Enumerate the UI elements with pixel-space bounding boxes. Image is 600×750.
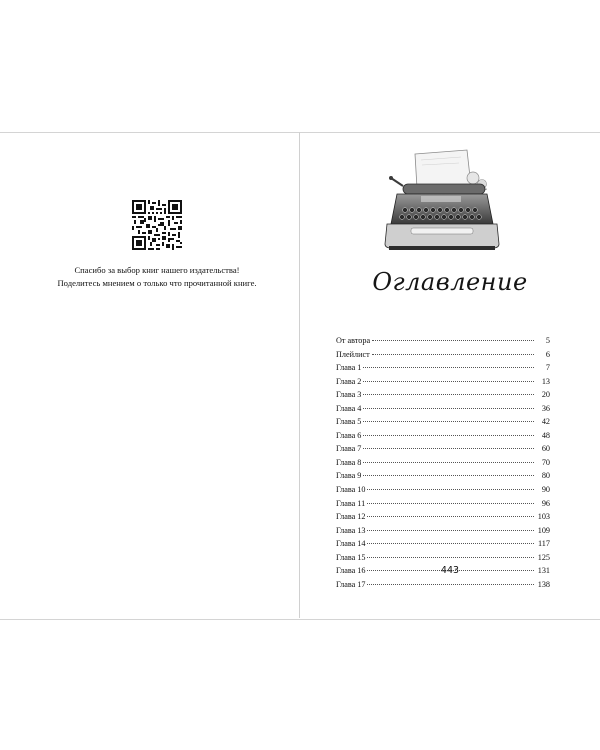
toc-entry[interactable] [336, 415, 550, 429]
toc-entry[interactable] [336, 429, 550, 443]
toc-entry-label: Глава 1 [336, 363, 362, 373]
toc-entry-label: Глава 15 [336, 552, 366, 562]
toc-entry-label: От автора [336, 336, 371, 345]
toc-entry-label: Глава 9 [336, 471, 362, 481]
toc-entry[interactable] [336, 334, 550, 348]
toc-entry-label: Глава 16 [336, 566, 366, 576]
toc-entry-page: 60 [541, 444, 550, 454]
toc-entry[interactable] [336, 524, 550, 538]
toc-entry-label: Глава 11 [336, 498, 366, 508]
toc-entry-page: 131 [537, 566, 550, 576]
leader-dots [372, 354, 534, 355]
toc-entry-label: Глава 13 [336, 525, 366, 535]
leader-dots [367, 489, 534, 490]
toc-entry-label: Глава 12 [336, 512, 366, 522]
toc-entry-page: 7 [545, 363, 550, 373]
thank-you-line: Спасибо за выбор книг нашего издательства! [74, 265, 240, 275]
page-number: 443 [440, 565, 460, 576]
leader-dots [367, 584, 534, 585]
table-of-contents [336, 334, 550, 591]
leader-dots [363, 435, 534, 436]
leader-dots [363, 367, 534, 368]
toc-entry-page: 117 [538, 539, 550, 549]
leader-dots [363, 421, 534, 422]
toc-entry[interactable] [336, 375, 550, 389]
toc-entry-page: 13 [541, 376, 550, 386]
toc-entry[interactable] [336, 456, 550, 470]
toc-entry-label: Глава 7 [336, 444, 362, 454]
leader-dots [363, 394, 534, 395]
toc-entry[interactable] [336, 537, 550, 551]
toc-entry[interactable] [336, 551, 550, 565]
leader-dots [372, 340, 534, 341]
toc-entry-page: 109 [537, 525, 550, 535]
toc-entry-page: 20 [541, 390, 550, 400]
leader-dots [363, 381, 534, 382]
page-gutter [299, 132, 300, 618]
toc-entry[interactable] [336, 402, 550, 416]
toc-entry-label: Глава 17 [336, 579, 366, 589]
leader-dots [363, 408, 534, 409]
leader-dots [367, 503, 534, 504]
toc-entry-label: Глава 6 [336, 430, 362, 440]
leader-dots [363, 462, 534, 463]
toc-entry-page: 80 [541, 471, 550, 481]
leader-dots [367, 543, 534, 544]
toc-entry-label: Глава 2 [336, 376, 362, 386]
toc-entry-page: 6 [545, 349, 550, 359]
toc-entry[interactable] [336, 361, 550, 375]
toc-entry-page: 125 [537, 552, 550, 562]
toc-entry-page: 42 [541, 417, 550, 427]
toc-entry[interactable] [336, 497, 550, 511]
toc-entry-label: Глава 14 [336, 539, 366, 549]
toc-entry[interactable] [336, 578, 550, 592]
toc-entry-page: 90 [541, 485, 550, 495]
toc-entry[interactable] [336, 510, 550, 524]
share-opinion-line: Поделитесь мнением о только что прочитанной книге. [57, 277, 257, 288]
toc-entry-label: Глава 3 [336, 390, 362, 400]
toc-entry-label: Глава 5 [336, 417, 362, 427]
toc-entry-page: 70 [541, 457, 550, 467]
toc-entry[interactable] [336, 442, 550, 456]
qr-code-icon[interactable] [132, 200, 182, 250]
leader-dots [363, 448, 534, 449]
toc-entry-page: 138 [537, 579, 550, 589]
thank-you-note [30, 264, 284, 289]
toc-entry[interactable] [336, 483, 550, 497]
toc-entry-label: Глава 10 [336, 485, 366, 495]
toc-entry-label: Глава 8 [336, 457, 362, 467]
toc-entry-page: 96 [541, 498, 550, 508]
leader-dots [367, 516, 534, 517]
toc-title: Оглавление [372, 268, 528, 296]
toc-entry-page: 5 [545, 336, 550, 345]
toc-entry-page: 103 [537, 512, 550, 522]
toc-entry[interactable] [336, 348, 550, 362]
leader-dots [363, 475, 534, 476]
toc-entry-page: 36 [541, 403, 550, 413]
toc-entry[interactable] [336, 469, 550, 483]
toc-entry-label: Глава 4 [336, 403, 362, 413]
typewriter-icon [381, 148, 503, 254]
toc-entry-label: Плейлист [336, 349, 370, 359]
leader-dots [367, 530, 534, 531]
toc-entry[interactable] [336, 388, 550, 402]
toc-entry-page: 48 [541, 430, 550, 440]
leader-dots [367, 557, 534, 558]
